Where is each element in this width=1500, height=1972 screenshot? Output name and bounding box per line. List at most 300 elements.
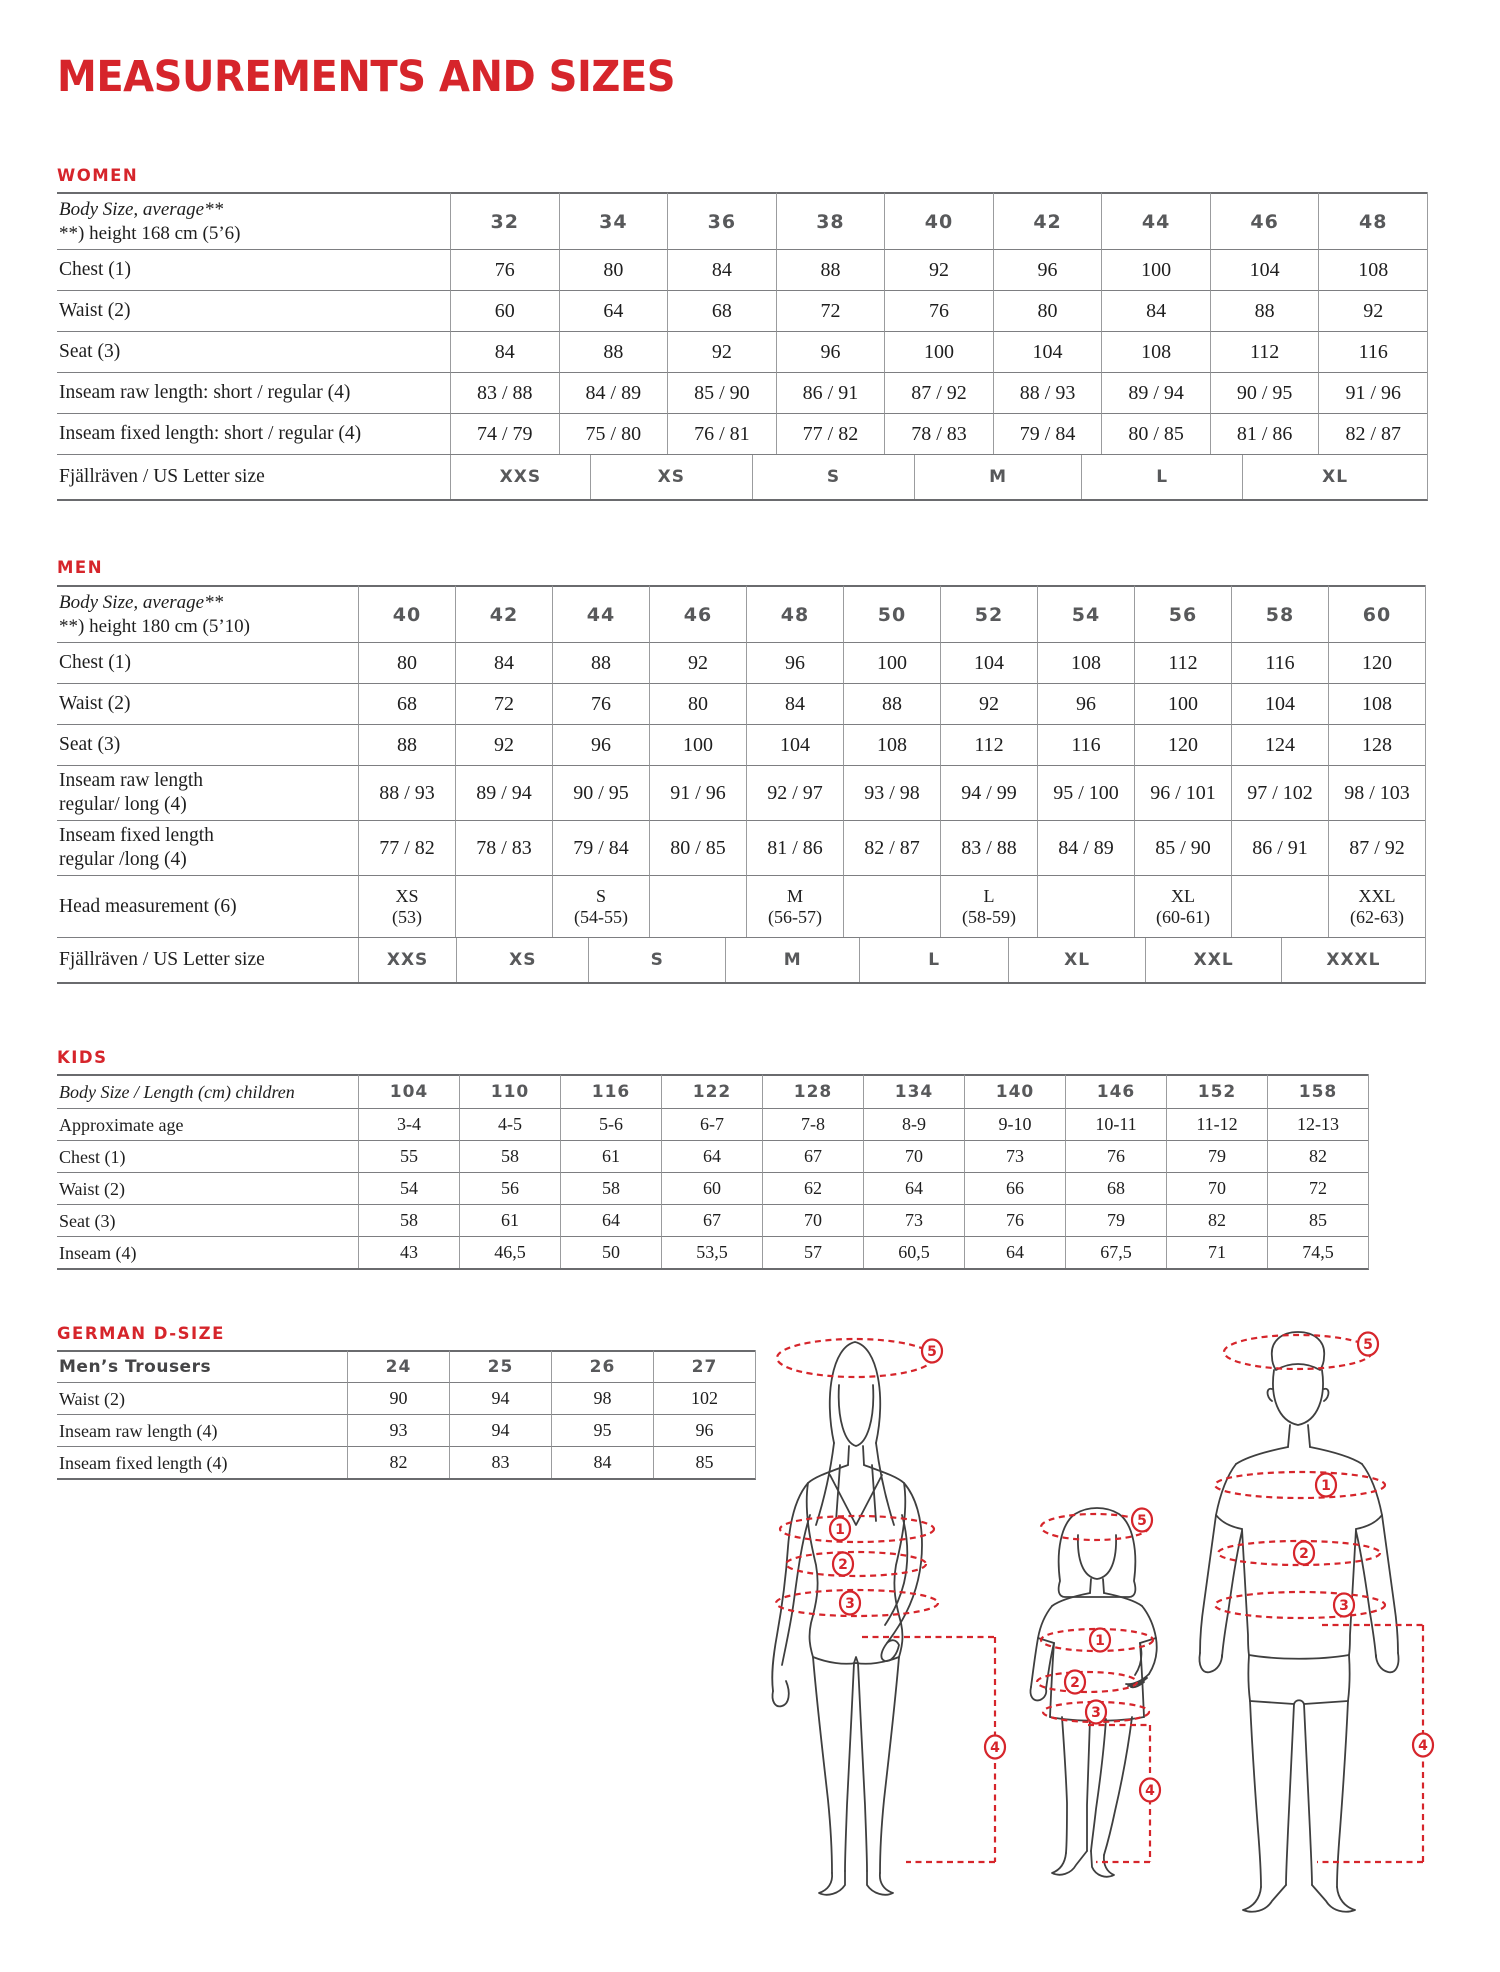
row-label-text: Chest (1) <box>59 1146 126 1167</box>
head-measure-line: M <box>786 885 803 906</box>
value-cell: 70 <box>863 1140 964 1172</box>
size-header-cell: 152 <box>1166 1074 1267 1108</box>
head-measure-line: XL <box>1171 885 1195 906</box>
value-cell: 85 <box>1267 1204 1368 1236</box>
value-cell: 120 <box>1134 724 1231 765</box>
head-measure-line: (62-63) <box>1350 906 1404 927</box>
value-cell: 112 <box>1134 642 1231 683</box>
value-cell: 96 <box>746 642 843 683</box>
head-measure-cell <box>455 875 552 937</box>
value-cell: 76 <box>884 290 993 331</box>
value-cell: 88 / 93 <box>358 765 455 820</box>
row-label <box>57 1204 358 1236</box>
size-header-cell: 42 <box>993 192 1102 249</box>
section-label-women: WOMEN <box>57 166 139 185</box>
man-inseam-measure-line <box>1317 1625 1423 1862</box>
row-label <box>57 683 358 724</box>
head-measure-cell <box>1231 875 1328 937</box>
value-cell: 100 <box>843 642 940 683</box>
section-label-kids: KIDS <box>57 1048 108 1067</box>
value-cell: 85 <box>653 1446 755 1478</box>
value-cell: 108 <box>843 724 940 765</box>
value-cell: 82 <box>1166 1204 1267 1236</box>
value-cell: 61 <box>459 1204 560 1236</box>
row-label <box>57 1382 347 1414</box>
value-cell: 108 <box>1037 642 1134 683</box>
value-cell: 72 <box>455 683 552 724</box>
value-cell: 89 / 94 <box>455 765 552 820</box>
size-header-cell: 44 <box>552 585 649 642</box>
value-cell: 53,5 <box>661 1236 762 1268</box>
value-cell: 90 / 95 <box>1210 372 1319 413</box>
value-cell: 84 <box>746 683 843 724</box>
row-label <box>57 820 358 875</box>
value-cell: 88 <box>552 642 649 683</box>
size-header-cell: 26 <box>551 1350 653 1382</box>
man-inseam-badge <box>1413 1734 1433 1757</box>
value-cell: 73 <box>964 1140 1065 1172</box>
woman-seat-badge <box>840 1592 860 1615</box>
value-cell: 56 <box>459 1172 560 1204</box>
head-measure-line: XXL <box>1358 885 1396 906</box>
size-header-cell: 146 <box>1065 1074 1166 1108</box>
value-cell: 88 <box>843 683 940 724</box>
row-label-text: Waist (2) <box>59 1178 126 1199</box>
value-cell: 94 / 99 <box>940 765 1037 820</box>
value-cell: 82 <box>1267 1140 1368 1172</box>
head-measure-line: L <box>983 885 995 906</box>
value-cell: 79 <box>1166 1140 1267 1172</box>
section-label-german: GERMAN D-SIZE <box>57 1324 225 1343</box>
value-cell: 96 <box>776 331 885 372</box>
header-label-line: Men’s Trousers <box>59 1357 212 1377</box>
value-cell: 64 <box>863 1172 964 1204</box>
size-header-cell: 116 <box>560 1074 661 1108</box>
value-cell: 7-8 <box>762 1108 863 1140</box>
woman-inseam-badge <box>985 1736 1005 1759</box>
value-cell: 80 / 85 <box>1101 413 1210 454</box>
value-cell: 96 / 101 <box>1134 765 1231 820</box>
value-cell: 83 / 88 <box>450 372 559 413</box>
row-label <box>57 1236 358 1268</box>
head-measure-cell <box>1037 875 1134 937</box>
value-cell: 112 <box>940 724 1037 765</box>
value-cell: 88 <box>358 724 455 765</box>
value-cell: 104 <box>1231 683 1328 724</box>
letter-row-label: Fjällräven / US Letter size <box>59 466 265 487</box>
value-cell: 88 / 93 <box>993 372 1102 413</box>
svg-text:5: 5 <box>1137 1513 1147 1529</box>
section-label-men: MEN <box>57 558 103 577</box>
row-label <box>57 249 450 290</box>
value-cell: 80 / 85 <box>649 820 746 875</box>
value-cell: 79 / 84 <box>993 413 1102 454</box>
value-cell: 76 <box>964 1204 1065 1236</box>
value-cell: 92 <box>1318 290 1427 331</box>
value-cell: 80 <box>358 642 455 683</box>
row-label-text: Approximate age <box>59 1114 184 1135</box>
woman-figure-illustration <box>772 1342 922 1895</box>
row-label-text: Waist (2) <box>59 300 131 321</box>
head-measure-line: (53) <box>392 906 422 927</box>
value-cell: 54 <box>358 1172 459 1204</box>
value-cell: 76 <box>1065 1140 1166 1172</box>
value-cell: 84 / 89 <box>559 372 668 413</box>
value-cell: 104 <box>746 724 843 765</box>
value-cell: 92 / 97 <box>746 765 843 820</box>
value-cell: 60 <box>661 1172 762 1204</box>
svg-text:5: 5 <box>927 1344 937 1360</box>
value-cell: 102 <box>653 1382 755 1414</box>
value-cell: 100 <box>1134 683 1231 724</box>
value-cell: 46,5 <box>459 1236 560 1268</box>
letter-size-cell: XXL <box>1145 938 1281 982</box>
woman-waist-measure-line <box>786 1552 926 1576</box>
head-measure-line: (56-57) <box>768 906 822 927</box>
row-label <box>57 372 450 413</box>
letter-size-cell: S <box>752 455 914 499</box>
value-cell: 96 <box>552 724 649 765</box>
value-cell: 9-10 <box>964 1108 1065 1140</box>
value-cell: 124 <box>1231 724 1328 765</box>
value-cell: 66 <box>964 1172 1065 1204</box>
row-label <box>57 642 358 683</box>
value-cell: 98 <box>551 1382 653 1414</box>
value-cell: 50 <box>560 1236 661 1268</box>
value-cell: 84 <box>455 642 552 683</box>
size-figures-illustration <box>650 1325 1470 1970</box>
row-label-text: Inseam raw length (4) <box>59 1420 218 1441</box>
value-cell: 92 <box>884 249 993 290</box>
value-cell: 85 / 90 <box>1134 820 1231 875</box>
row-label-text: Chest (1) <box>59 259 132 280</box>
svg-text:2: 2 <box>838 1557 848 1573</box>
women-measurements-table <box>57 192 1428 501</box>
value-cell: 85 / 90 <box>667 372 776 413</box>
size-header-cell: 134 <box>863 1074 964 1108</box>
svg-text:2: 2 <box>1070 1675 1080 1691</box>
value-cell: 88 <box>776 249 885 290</box>
man-figure-illustration <box>1199 1332 1398 1912</box>
size-header-cell: 60 <box>1328 585 1425 642</box>
value-cell: 77 / 82 <box>358 820 455 875</box>
row-label-line: Inseam fixed length <box>59 825 214 846</box>
svg-text:2: 2 <box>1299 1546 1309 1562</box>
value-cell: 120 <box>1328 642 1425 683</box>
value-cell: 4-5 <box>459 1108 560 1140</box>
kids-measurements-table <box>57 1074 1369 1270</box>
value-cell: 3-4 <box>358 1108 459 1140</box>
woman-chest-badge <box>830 1518 850 1541</box>
header-label-line: **) height 180 cm (5’10) <box>59 615 251 637</box>
value-cell: 91 / 96 <box>649 765 746 820</box>
size-header-cell: 40 <box>358 585 455 642</box>
men-measurements-table <box>57 585 1426 984</box>
value-cell: 108 <box>1328 683 1425 724</box>
value-cell: 104 <box>940 642 1037 683</box>
head-measure-cell <box>552 875 649 937</box>
value-cell: 96 <box>653 1414 755 1446</box>
man-waist-badge <box>1294 1542 1314 1565</box>
value-cell: 78 / 83 <box>884 413 993 454</box>
size-header-cell: 52 <box>940 585 1037 642</box>
value-cell: 68 <box>667 290 776 331</box>
child-chest-badge <box>1090 1629 1110 1652</box>
value-cell: 58 <box>358 1204 459 1236</box>
table-header-label <box>57 1350 347 1382</box>
letter-size-cell: L <box>859 938 1007 982</box>
value-cell: 87 / 92 <box>1328 820 1425 875</box>
row-label-text: Chest (1) <box>59 652 132 673</box>
head-measure-line: S <box>595 885 606 906</box>
head-measure-cell <box>843 875 940 937</box>
size-header-cell: 27 <box>653 1350 755 1382</box>
size-header-cell: 158 <box>1267 1074 1368 1108</box>
header-label-line: Body Size, average** <box>59 591 224 613</box>
value-cell: 90 / 95 <box>552 765 649 820</box>
value-cell: 80 <box>559 249 668 290</box>
value-cell: 11-12 <box>1166 1108 1267 1140</box>
value-cell: 76 / 81 <box>667 413 776 454</box>
value-cell: 84 <box>667 249 776 290</box>
letter-size-cell: XXS <box>358 938 456 982</box>
row-label <box>57 1108 358 1140</box>
head-measure-cell <box>746 875 843 937</box>
value-cell: 94 <box>449 1382 551 1414</box>
child-seat-badge <box>1086 1701 1106 1724</box>
size-header-cell: 36 <box>667 192 776 249</box>
size-header-cell: 58 <box>1231 585 1328 642</box>
value-cell: 55 <box>358 1140 459 1172</box>
letter-row-label: Fjällräven / US Letter size <box>59 949 265 970</box>
value-cell: 67 <box>661 1204 762 1236</box>
size-header-cell: 25 <box>449 1350 551 1382</box>
value-cell: 82 / 87 <box>1318 413 1427 454</box>
page-title: MEASUREMENTS AND SIZES <box>57 52 676 102</box>
row-label-text: Seat (3) <box>59 341 121 362</box>
size-header-cell: 128 <box>762 1074 863 1108</box>
svg-text:1: 1 <box>1321 1478 1331 1494</box>
letter-size-row <box>57 937 1425 982</box>
value-cell: 80 <box>649 683 746 724</box>
size-header-cell: 48 <box>1318 192 1427 249</box>
row-label <box>57 1414 347 1446</box>
value-cell: 108 <box>1318 249 1427 290</box>
man-head-badge <box>1358 1333 1378 1356</box>
letter-size-cell: XXXL <box>1281 938 1425 982</box>
letter-size-cell: M <box>725 938 859 982</box>
value-cell: 82 / 87 <box>843 820 940 875</box>
value-cell: 77 / 82 <box>776 413 885 454</box>
value-cell: 128 <box>1328 724 1425 765</box>
value-cell: 84 / 89 <box>1037 820 1134 875</box>
size-header-cell: 48 <box>746 585 843 642</box>
value-cell: 104 <box>993 331 1102 372</box>
value-cell: 84 <box>551 1446 653 1478</box>
table-header-label <box>57 1074 358 1108</box>
value-cell: 72 <box>1267 1172 1368 1204</box>
value-cell: 68 <box>358 683 455 724</box>
row-label <box>57 1172 358 1204</box>
row-label <box>57 1140 358 1172</box>
head-measure-cell <box>358 875 455 937</box>
value-cell: 116 <box>1037 724 1134 765</box>
head-measure-line: (54-55) <box>574 906 628 927</box>
row-label <box>57 331 450 372</box>
header-label-line: **) height 168 cm (5’6) <box>59 222 241 244</box>
head-measure-line: (60-61) <box>1156 906 1210 927</box>
man-seat-measure-line <box>1215 1592 1385 1618</box>
value-cell: 70 <box>762 1204 863 1236</box>
value-cell: 81 / 86 <box>746 820 843 875</box>
value-cell: 74,5 <box>1267 1236 1368 1268</box>
size-header-cell: 54 <box>1037 585 1134 642</box>
row-label-text: Inseam raw length: short / regular (4) <box>59 382 351 403</box>
svg-text:4: 4 <box>1418 1738 1428 1754</box>
woman-head-badge <box>922 1340 942 1363</box>
value-cell: 64 <box>560 1204 661 1236</box>
value-cell: 112 <box>1210 331 1319 372</box>
letter-size-cell: L <box>1081 455 1242 499</box>
svg-text:1: 1 <box>1095 1633 1105 1649</box>
row-label <box>57 765 358 820</box>
man-seat-badge <box>1334 1594 1354 1617</box>
head-measure-line: XS <box>395 885 419 906</box>
value-cell: 116 <box>1231 642 1328 683</box>
head-measure-cell <box>1134 875 1231 937</box>
value-cell: 68 <box>1065 1172 1166 1204</box>
value-cell: 98 / 103 <box>1328 765 1425 820</box>
row-label-line: regular/ long (4) <box>59 794 187 815</box>
value-cell: 92 <box>667 331 776 372</box>
letter-size-cell: M <box>914 455 1081 499</box>
value-cell: 43 <box>358 1236 459 1268</box>
value-cell: 58 <box>560 1172 661 1204</box>
value-cell: 88 <box>1210 290 1319 331</box>
value-cell: 81 / 86 <box>1210 413 1319 454</box>
svg-text:4: 4 <box>1145 1783 1155 1799</box>
value-cell: 89 / 94 <box>1101 372 1210 413</box>
svg-text:4: 4 <box>990 1740 1000 1756</box>
value-cell: 100 <box>649 724 746 765</box>
value-cell: 71 <box>1166 1236 1267 1268</box>
value-cell: 90 <box>347 1382 449 1414</box>
value-cell: 84 <box>450 331 559 372</box>
woman-waist-badge <box>833 1553 853 1576</box>
value-cell: 92 <box>940 683 1037 724</box>
value-cell: 64 <box>964 1236 1065 1268</box>
letter-size-cell: XS <box>590 455 752 499</box>
svg-text:3: 3 <box>1339 1598 1349 1614</box>
header-label-line: Body Size / Length (cm) children <box>59 1082 295 1102</box>
head-measure-line: (58-59) <box>962 906 1016 927</box>
value-cell: 83 <box>449 1446 551 1478</box>
row-label-text: Waist (2) <box>59 693 131 714</box>
size-header-cell: 32 <box>450 192 559 249</box>
value-cell: 72 <box>776 290 885 331</box>
value-cell: 84 <box>1101 290 1210 331</box>
value-cell: 79 <box>1065 1204 1166 1236</box>
size-header-cell: 50 <box>843 585 940 642</box>
row-label-text: Waist (2) <box>59 1388 126 1409</box>
child-inseam-badge <box>1140 1779 1160 1802</box>
row-label-text: Inseam fixed length: short / regular (4) <box>59 423 362 444</box>
value-cell: 93 / 98 <box>843 765 940 820</box>
letter-size-cell: XL <box>1242 455 1427 499</box>
value-cell: 88 <box>559 331 668 372</box>
size-header-cell: 122 <box>661 1074 762 1108</box>
value-cell: 67 <box>762 1140 863 1172</box>
value-cell: 104 <box>1210 249 1319 290</box>
head-measure-cell <box>649 875 746 937</box>
svg-text:5: 5 <box>1363 1337 1373 1353</box>
value-cell: 57 <box>762 1236 863 1268</box>
size-header-cell: 44 <box>1101 192 1210 249</box>
value-cell: 95 <box>551 1414 653 1446</box>
value-cell: 108 <box>1101 331 1210 372</box>
value-cell: 100 <box>884 331 993 372</box>
size-header-cell: 110 <box>459 1074 560 1108</box>
value-cell: 73 <box>863 1204 964 1236</box>
value-cell: 60 <box>450 290 559 331</box>
value-cell: 79 / 84 <box>552 820 649 875</box>
row-label <box>57 875 358 937</box>
value-cell: 64 <box>559 290 668 331</box>
man-chest-measure-line <box>1215 1472 1385 1498</box>
value-cell: 94 <box>449 1414 551 1446</box>
value-cell: 8-9 <box>863 1108 964 1140</box>
head-measure-cell <box>1328 875 1425 937</box>
row-label-text: Inseam fixed length (4) <box>59 1452 228 1473</box>
header-label-line: Body Size, average** <box>59 198 224 220</box>
size-header-cell: 42 <box>455 585 552 642</box>
table-header-label <box>57 192 450 249</box>
value-cell: 87 / 92 <box>884 372 993 413</box>
size-header-cell: 104 <box>358 1074 459 1108</box>
value-cell: 97 / 102 <box>1231 765 1328 820</box>
value-cell: 74 / 79 <box>450 413 559 454</box>
letter-size-cell: XS <box>456 938 588 982</box>
value-cell: 5-6 <box>560 1108 661 1140</box>
child-waist-badge <box>1065 1671 1085 1694</box>
value-cell: 78 / 83 <box>455 820 552 875</box>
value-cell: 86 / 91 <box>1231 820 1328 875</box>
child-head-badge <box>1132 1509 1152 1532</box>
row-label <box>57 290 450 331</box>
value-cell: 64 <box>661 1140 762 1172</box>
svg-text:3: 3 <box>1091 1705 1101 1721</box>
row-label-line: Inseam raw length <box>59 770 204 791</box>
woman-head-measure-line <box>777 1339 933 1377</box>
value-cell: 92 <box>455 724 552 765</box>
size-header-cell: 140 <box>964 1074 1065 1108</box>
size-header-cell: 56 <box>1134 585 1231 642</box>
man-chest-badge <box>1316 1474 1336 1497</box>
value-cell: 10-11 <box>1065 1108 1166 1140</box>
value-cell: 100 <box>1101 249 1210 290</box>
table-header-label <box>57 585 358 642</box>
value-cell: 75 / 80 <box>559 413 668 454</box>
value-cell: 86 / 91 <box>776 372 885 413</box>
value-cell: 116 <box>1318 331 1427 372</box>
row-label-text: Seat (3) <box>59 734 121 755</box>
value-cell: 60,5 <box>863 1236 964 1268</box>
value-cell: 76 <box>552 683 649 724</box>
size-header-cell: 46 <box>649 585 746 642</box>
value-cell: 12-13 <box>1267 1108 1368 1140</box>
value-cell: 76 <box>450 249 559 290</box>
value-cell: 58 <box>459 1140 560 1172</box>
